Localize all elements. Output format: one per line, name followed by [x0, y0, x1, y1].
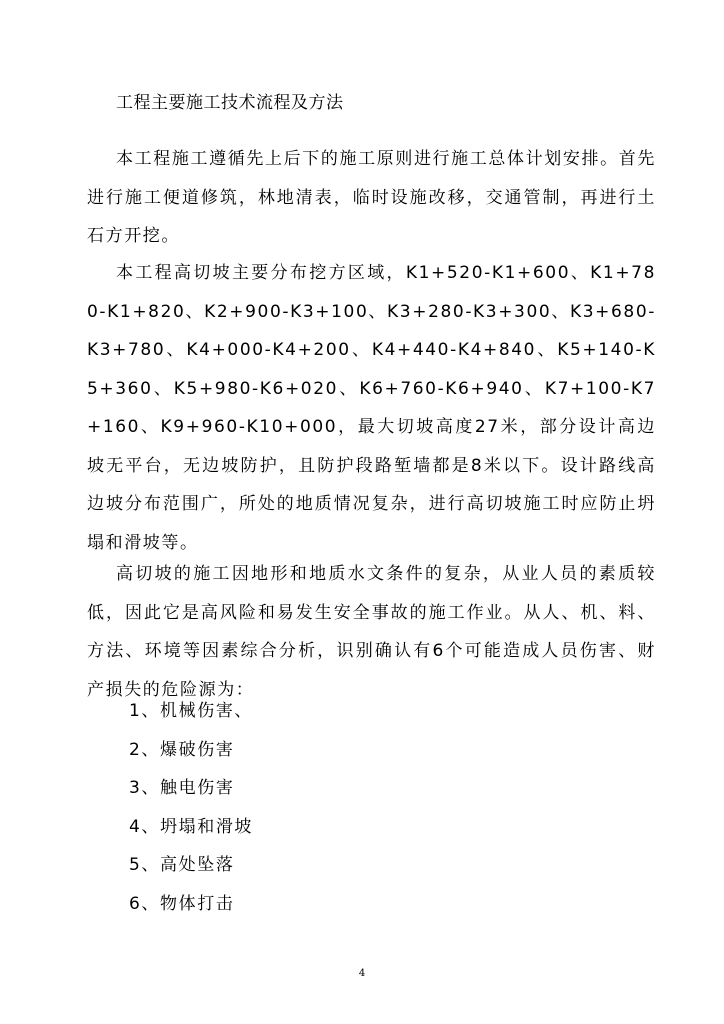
hazard-item: 4、坍塌和滑坡 [129, 816, 254, 837]
hazard-list [129, 692, 253, 923]
hazard-item: 3、触电伤害 [129, 778, 235, 798]
paragraph-high-slope-distribution: 本工程高切坡主要分布挖方区域，K1+520-K1+600、K1+780-K1+820、K2+900-K3+100、K3+280-K3+300、K3+680-K3+780、K4+000-K4+200、K4+440-K4+840、K5+140-K5+360、K5+980-K6+020、K6+760-K6+940、K7+100-K7+160、K9+960-K10+000，最大切坡高度27米，部分设计高边坡无平台，无边坡防护，且防护段路堑墙都是8米以下。设计路线高边坡分布范围广，所处的地质情况复杂，进行高切坡施工时应防止坍塌和滑坡等。 [87, 263, 656, 553]
section-heading: 工程主要施工技术流程及方法 [116, 93, 344, 113]
hazard-item: 6、物体打击 [129, 893, 235, 914]
hazard-item: 2、爆破伤害 [129, 739, 235, 760]
paragraph-construction-sequence: 本工程施工遵循先上后下的施工原则进行施工总体计划安排。首先进行施工便道修筑，林地清表，临时设施改移，交通管制，再进行土石方开挖。 [87, 149, 656, 246]
paragraph-risk-analysis: 高切坡的施工因地形和地质水文条件的复杂，从业人员的素质较低，因此它是高风险和易发生安全事故的施工作业。从人、机、料、方法、环境等因素综合分析，识别确认有6个可能造成人员伤害、财产损失的危险源为： [87, 564, 656, 700]
hazard-item: 5、高处坠落 [129, 855, 235, 875]
hazard-item: 1、机械伤害、 [129, 701, 254, 721]
page-number: 4 [358, 968, 366, 979]
